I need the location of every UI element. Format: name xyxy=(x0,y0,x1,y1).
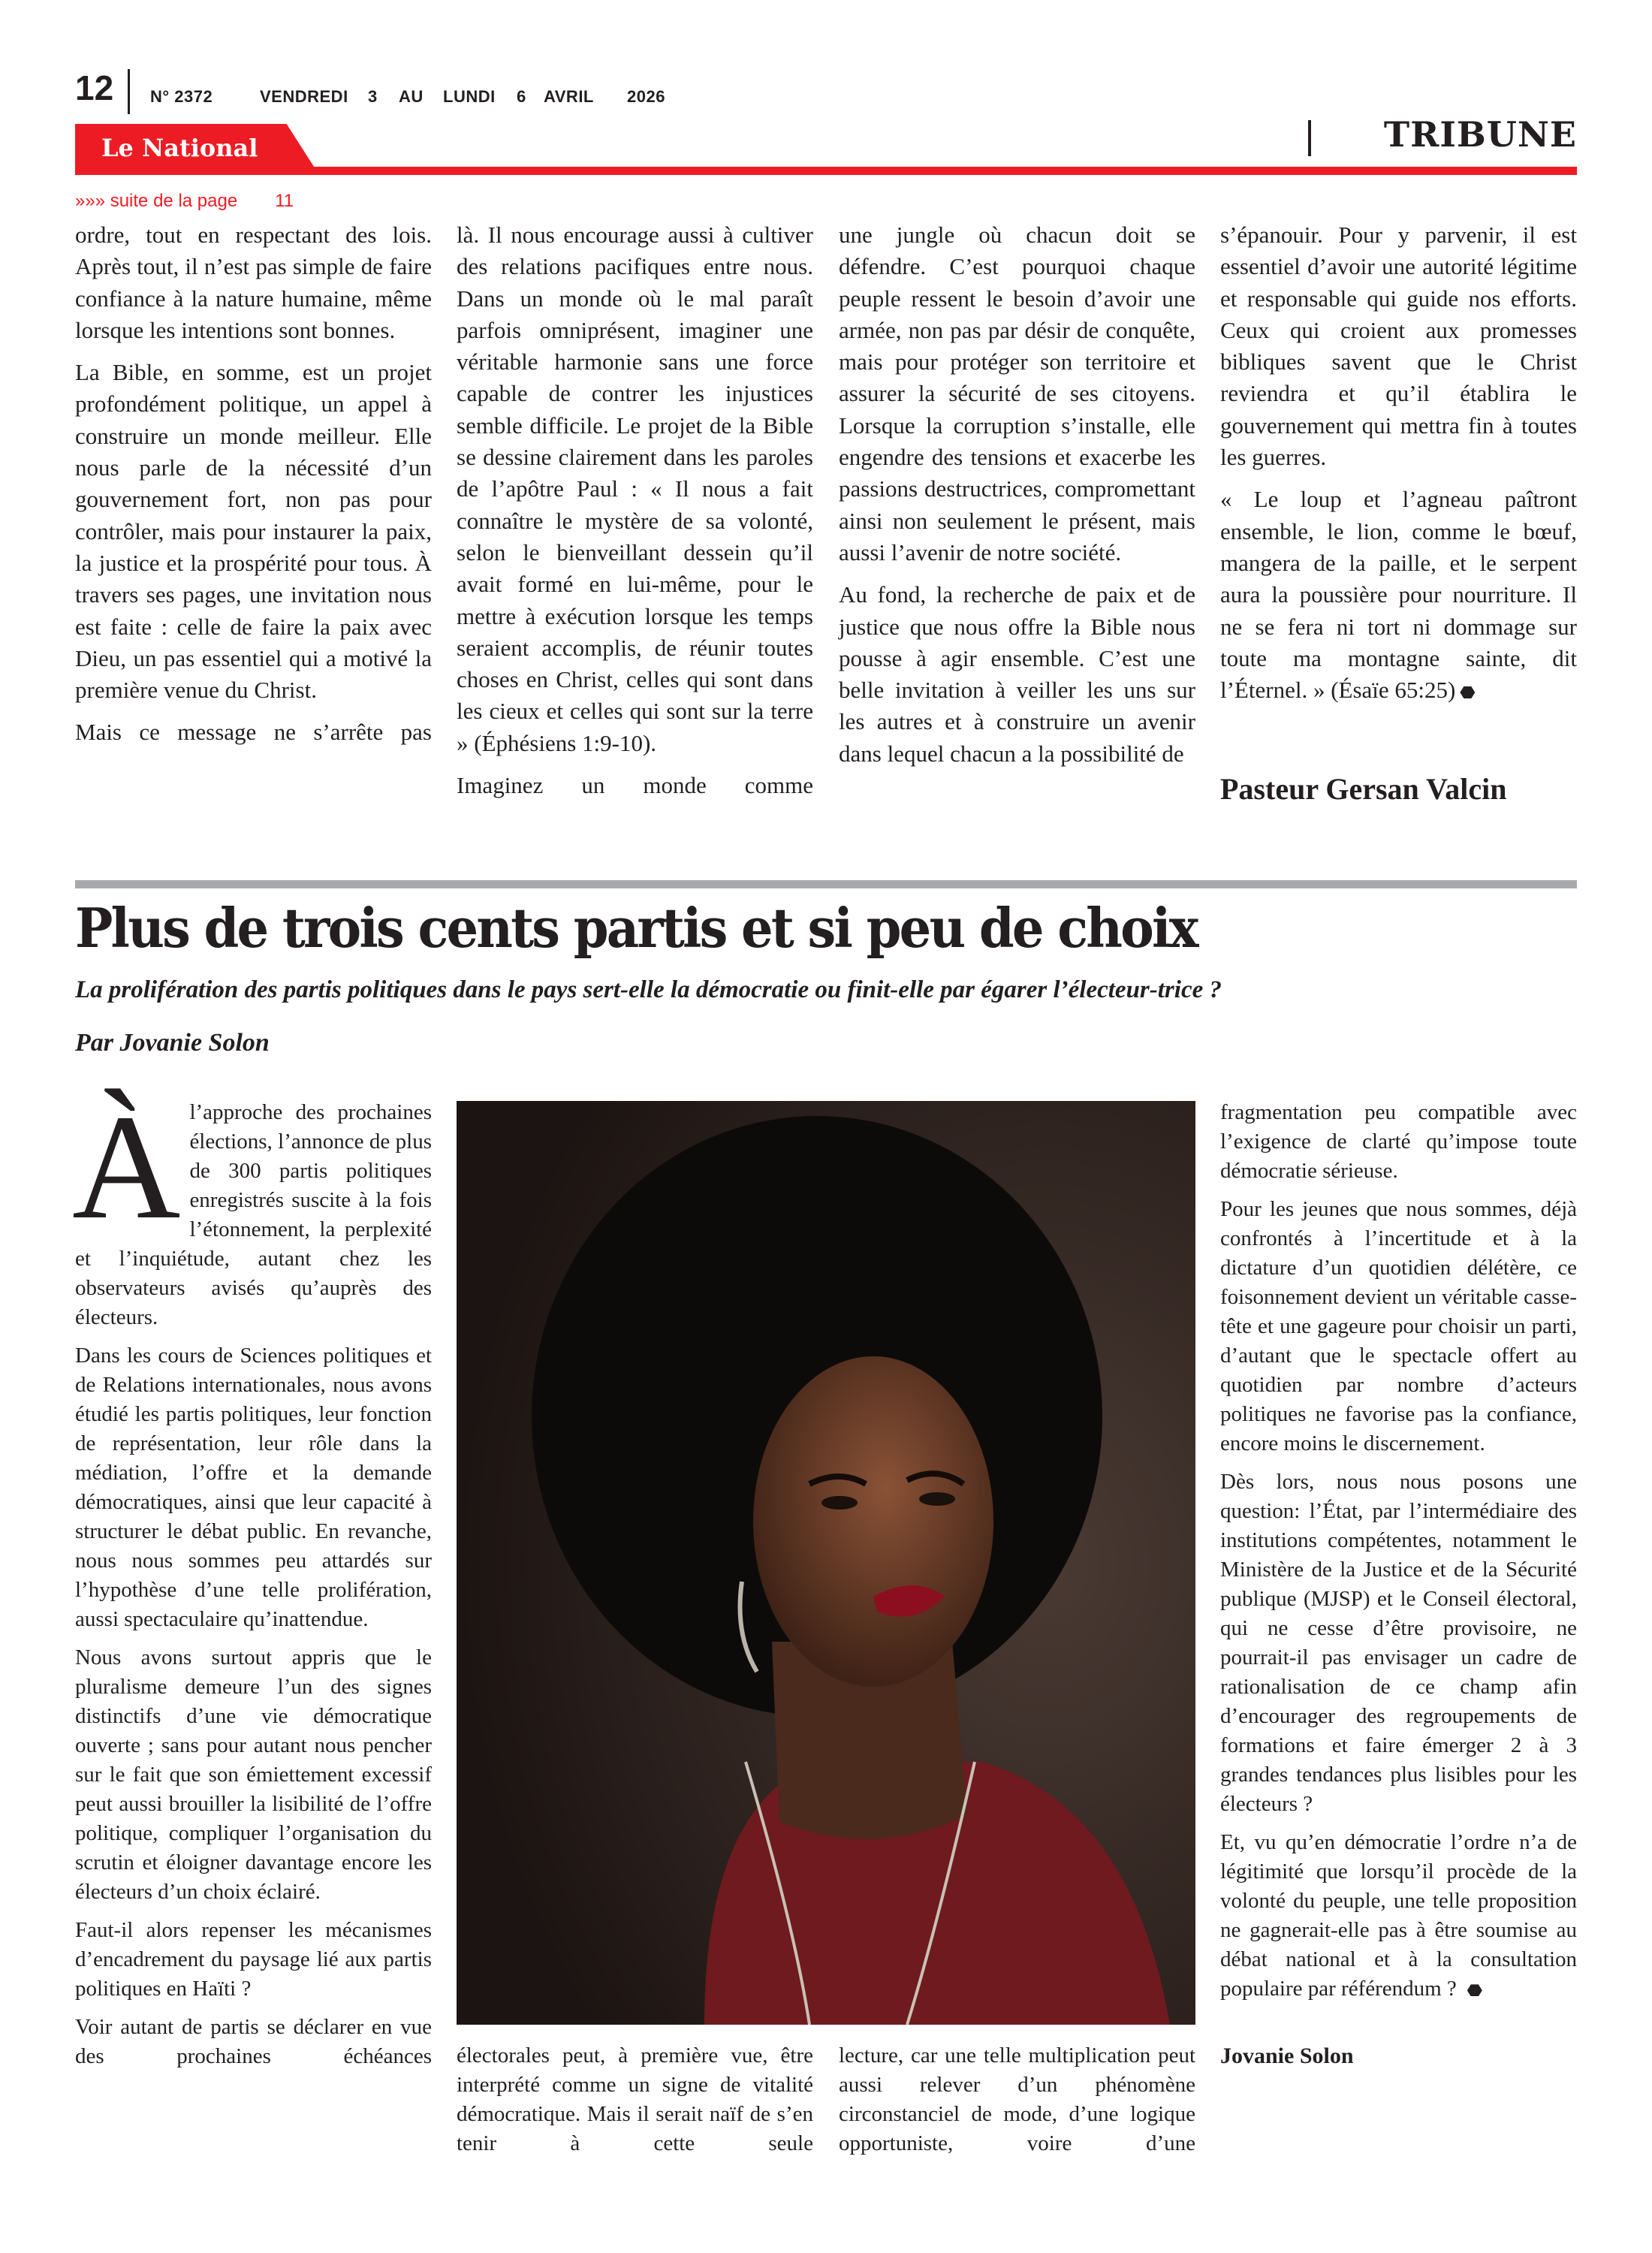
paragraph: une jungle où chacun doit se défendre. C’est pourquoi chaque peuple ressent le besoin d’avoir une armée, non pas par désir de conquête, mais pour protéger son territoire et assurer la sécurité de ses citoyens. Lorsque la corruption s’installe, elle engendre des tensions et exacerbe les passions destructrices, compromettant ainsi non seulement le présent, mais aussi l’avenir de notre société. xyxy=(839,222,1195,566)
article-column xyxy=(1220,219,1577,816)
author-signature: Pasteur Gersan Valcin xyxy=(1220,772,1507,807)
paragraph: Au fond, la recherche de paix et de justice que nous offre la Bible nous pousse à agir ensemble. C’est une belle invitation à veiller les uns sur les autres et à construire un avenir dans lequel chacun a la possibilité de xyxy=(839,581,1195,767)
paragraph xyxy=(1220,1828,1577,2004)
headline: Plus de trois cents partis et si peu de choix xyxy=(75,896,1197,960)
article-column xyxy=(72,1084,432,2080)
section-title: TRIBUNE xyxy=(1383,114,1577,155)
date-weekday-end: LUNDI xyxy=(443,87,496,106)
date-au: AU xyxy=(399,87,424,106)
portrait-image xyxy=(457,1101,1195,2025)
brand-logo: Le National xyxy=(101,134,258,162)
paragraph: lecture, car une telle multiplication peut aussi relever d’un phénomène circonstanciel de mode, d’une logique opportuniste, voire d’une xyxy=(839,2043,1195,2155)
article-column xyxy=(457,2041,813,2167)
end-mark-icon xyxy=(1460,686,1475,698)
paragraph: Dans les cours de Sciences politiques et de Relations internationales, nous avons étudié les partis politiques, leur fonction de représentation, leur rôle dans la médiation, l’offre et la demande démocratiques, ainsi que leur capacité à structurer le débat public. En revanche, nous nous sommes peu attardés sur l’hypothèse d’une telle prolifération, aussi spectaculaire qu’inattendue. xyxy=(75,1344,432,1631)
page-number: 12 xyxy=(75,68,114,107)
divider xyxy=(128,69,130,114)
paragraph-text: Et, vu qu’en démocratie l’ordre n’a de légitimité que lorsqu’il procède de la volonté du peuple, une telle proposition ne gagnerait-elle pas à être soumise au débat national et à la consultation populaire par référendum ? xyxy=(1220,1830,1577,2001)
paragraph: ordre, tout en respectant des lois. Après tout, il n’est pas simple de faire confiance à la nature humaine, même lorsque les intentions sont bonnes. xyxy=(75,222,432,343)
article-column xyxy=(75,219,432,759)
date-day-start: 3 xyxy=(368,87,378,106)
paragraph: Imaginez un monde comme xyxy=(457,772,813,799)
continued-from[interactable] xyxy=(75,191,294,212)
article-column xyxy=(457,219,813,812)
paragraph: Dès lors, nous nous posons une question: l’État, par l’intermédiaire des institutions compétentes, notamment le Ministère de la Justice et de la Sécurité publique (MJSP) et le Conseil électoral, qui ne cesse d’être provisoire, ne pourrait-il pas envisager un cadre de rationalisation de ce champ afin d’encourager des regroupements de formations et faire émerger 2 à 3 grandes tendances plus lisibles pour les électeurs ? xyxy=(1220,1470,1577,1816)
article-photo xyxy=(457,1101,1195,2025)
paragraph xyxy=(1220,484,1577,706)
paragraph-text: l’approche des prochaines élections, l’annonce de plus de 300 partis politiques enregistrés suscite à la fois l’étonnement, la perplexité et l’inquiétude, autant chez les observateurs avisés qu’auprès des électeurs. xyxy=(75,1100,432,1329)
date-weekday-start: VENDREDI xyxy=(260,87,348,106)
paragraph: La Bible, en somme, est un projet profondément politique, un appel à construire un monde meilleur. Elle nous parle de la nécessité d’un gouvernement fort, non pas pour contrôler, mais pour instaurer la paix, la justice et la prospérité pour tous. À travers ses pages, une invitation nous est faite : celle de faire la paix avec Dieu, un pas essentiel qui a motivé la première venue du Christ. xyxy=(75,359,432,704)
header-rule xyxy=(75,167,1577,175)
paragraph: Voir autant de partis se déclarer en vue des prochaines échéances xyxy=(75,2015,432,2068)
date-day-end: 6 xyxy=(517,87,526,106)
quote-text: « Le loup et l’agneau paîtront ensemble, le lion, comme le bœuf, mangera de la paille, et le serpent aura la poussière pour nourriture. Il ne se fera ni tort ni dommage sur toute ma montagne sainte, dit l’Éternel. » (Ésaïe 65:25) xyxy=(1220,486,1577,704)
paragraph: électorales peut, à première vue, être interprété comme un signe de vitalité démocratique. Mais il serait naïf de s’en tenir à cette seule xyxy=(457,2043,813,2155)
continued-label: »»» suite de la page xyxy=(75,191,238,211)
paragraph: Pour les jeunes que nous sommes, déjà confrontés à l’incertitude et à la dictature d’un quotidien délétère, ce foisonnement devient un véritable casse-tête et une gageure pour choisir un parti, d’autant que le spectacle offert au quotidien par nombre d’acteurs politiques ne favorise pas la confiance, encore moins le discernement. xyxy=(1220,1197,1577,1455)
drop-cap: À xyxy=(72,1084,181,1250)
article-column xyxy=(839,219,1195,780)
date-year: 2026 xyxy=(627,87,665,106)
paragraph: là. Il nous encourage aussi à cultiver des relations pacifiques entre nous. Dans un monde où le mal paraît parfois omniprésent, imaginer une véritable harmonie sans une force capable de contrer les injustices semble difficile. Le projet de la Bible se dessine clairement dans les paroles de l’apôtre Paul : « Il nous a fait connaître le mystère de sa volonté, selon le bienveillant dessein qu’il avait formé en lui-même, pour le mettre à exécution lorsque les temps seraient accomplis, de réunir toutes choses en Christ, celles qui sont dans les cieux et celles qui sont sur la terre » (Éphésiens 1:9-10). xyxy=(457,222,813,756)
paragraph: Faut-il alors repenser les mécanismes d’encadrement du paysage lié aux partis politiques en Haïti ? xyxy=(75,1918,432,2001)
article-column xyxy=(1220,1098,1577,2080)
author-signature: Jovanie Solon xyxy=(1220,2043,1354,2068)
paragraph: Nous avons surtout appris que le pluralisme demeure l’un des signes distinctifs d’une vie démocratique ouverte ; sans pour autant nous pencher sur le fait que son émiettement excessif peut aussi brouiller la lisibilité de l’offre politique, compliquer l’organisation du scrutin et éloigner davantage encore les électeurs d’un choix éclairé. xyxy=(75,1645,432,1904)
article-column xyxy=(839,2041,1195,2167)
paragraph xyxy=(72,1084,432,1332)
end-mark-icon xyxy=(1467,1984,1482,1996)
section-rule xyxy=(75,880,1577,888)
date-month: AVRIL xyxy=(544,87,594,106)
byline: Par Jovanie Solon xyxy=(75,1029,270,1057)
paragraph: fragmentation peu compatible avec l’exigence de clarté qu’impose toute démocratie sérieuse. xyxy=(1220,1100,1577,1183)
issue-number: N° 2372 xyxy=(150,87,213,106)
divider xyxy=(1308,120,1311,156)
deck: La prolifération des partis politiques dans le pays sert-elle la démocratie ou finit-elle par égarer l’électeur-trice ? xyxy=(75,976,1222,1003)
continued-page: 11 xyxy=(275,191,294,211)
paragraph: s’épanouir. Pour y parvenir, il est essentiel d’avoir une autorité légitime et responsable qui guide nos efforts. Ceux qui croient aux promesses bibliques savent que le Christ reviendra et qu’il établira le gouvernement qui mettra fin à toutes les guerres. xyxy=(1220,222,1577,471)
paragraph: Mais ce message ne s’arrête pas xyxy=(75,719,432,746)
